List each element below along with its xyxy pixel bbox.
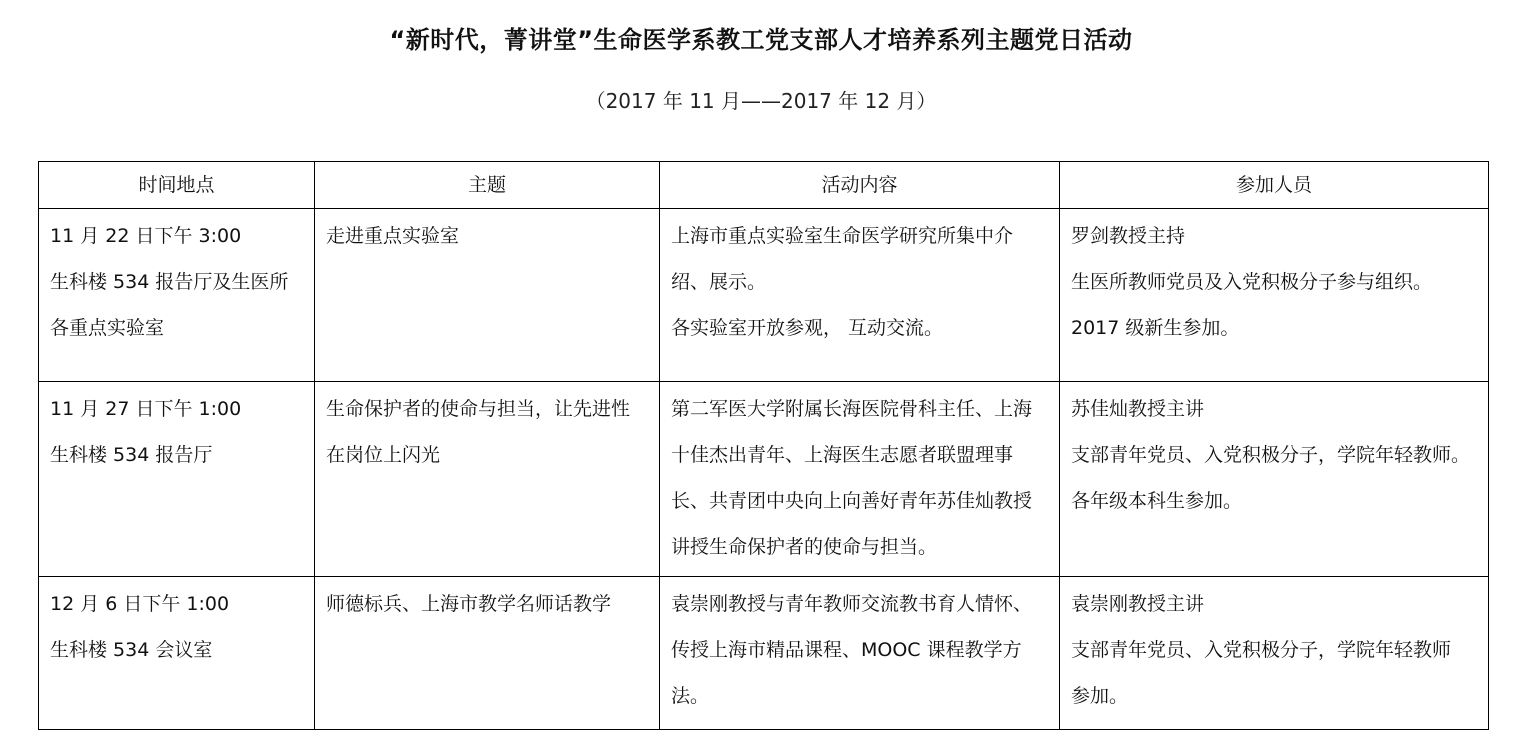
cell-participants [1060, 209, 1489, 382]
cell-line: 11 月 27 日下午 1:00 [50, 398, 242, 420]
cell-line: 生医所教师党员及入党积极分子参与组织。 [1071, 271, 1433, 293]
cell-line: 袁崇刚教授与青年教师交流教书育人情怀、 [671, 593, 1033, 615]
cell-line: 在岗位上闪光 [326, 444, 441, 466]
cell-line: 各年级本科生参加。 [1071, 490, 1243, 512]
table-header [39, 162, 1489, 209]
page-subtitle: （2017 年 11 月——2017 年 12 月） [585, 89, 937, 113]
cell-line: 各实验室开放参观， 互动交流。 [671, 317, 944, 339]
cell-line: 苏佳灿教授主讲 [1071, 398, 1205, 420]
cell-time-location [39, 577, 315, 730]
cell-line: 长、共青团中央向上向善好青年苏佳灿教授 [671, 490, 1033, 512]
table-row [39, 577, 1489, 730]
cell-line: 生科楼 534 会议室 [50, 639, 213, 661]
header-time-location: 时间地点 [39, 162, 315, 209]
cell-line: 参加。 [1071, 685, 1129, 707]
cell-participants [1060, 382, 1489, 577]
cell-topic [315, 382, 660, 577]
header-content: 活动内容 [660, 162, 1060, 209]
cell-line: 法。 [671, 685, 710, 707]
cell-line: 11 月 22 日下午 3:00 [50, 225, 242, 247]
cell-line: 讲授生命保护者的使命与担当。 [671, 536, 938, 558]
cell-line: 十佳杰出青年、上海医生志愿者联盟理事 [671, 444, 1014, 466]
cell-time-location [39, 209, 315, 382]
cell-content [660, 209, 1060, 382]
cell-topic [315, 209, 660, 382]
cell-time-location [39, 382, 315, 577]
cell-topic [315, 577, 660, 730]
cell-line: 生命保护者的使命与担当，让先进性 [326, 398, 631, 420]
cell-content [660, 382, 1060, 577]
cell-line: 2017 级新生参加。 [1071, 317, 1240, 339]
activity-table [38, 161, 1489, 730]
cell-line: 师德标兵、上海市教学名师话教学 [326, 593, 612, 615]
cell-line: 12 月 6 日下午 1:00 [50, 593, 230, 615]
cell-line: 袁崇刚教授主讲 [1071, 593, 1205, 615]
cell-line: 走进重点实验室 [326, 225, 460, 247]
cell-line: 生科楼 534 报告厅 [50, 444, 213, 466]
cell-participants [1060, 577, 1489, 730]
page-title: “新时代，菁讲堂”生命医学系教工党支部人才培养系列主题党日活动 [389, 26, 1133, 54]
header-row [39, 162, 1489, 209]
cell-line: 罗剑教授主持 [1071, 225, 1186, 247]
cell-line: 上海市重点实验室生命医学研究所集中介 [671, 225, 1014, 247]
table-row [39, 382, 1489, 577]
cell-line: 绍、展示。 [671, 271, 767, 293]
cell-line: 第二军医大学附属长海医院骨科主任、上海 [671, 398, 1033, 420]
cell-line: 各重点实验室 [50, 317, 165, 339]
table-row [39, 209, 1489, 382]
cell-line: 传授上海市精品课程、MOOC 课程教学方 [671, 639, 1022, 661]
cell-line: 支部青年党员、入党积极分子，学院年轻教师 [1071, 639, 1452, 661]
header-topic: 主题 [315, 162, 660, 209]
header-participants: 参加人员 [1060, 162, 1489, 209]
cell-line: 生科楼 534 报告厅及生医所 [50, 271, 289, 293]
cell-content [660, 577, 1060, 730]
cell-line: 支部青年党员、入党积极分子，学院年轻教师。 [1071, 444, 1471, 466]
